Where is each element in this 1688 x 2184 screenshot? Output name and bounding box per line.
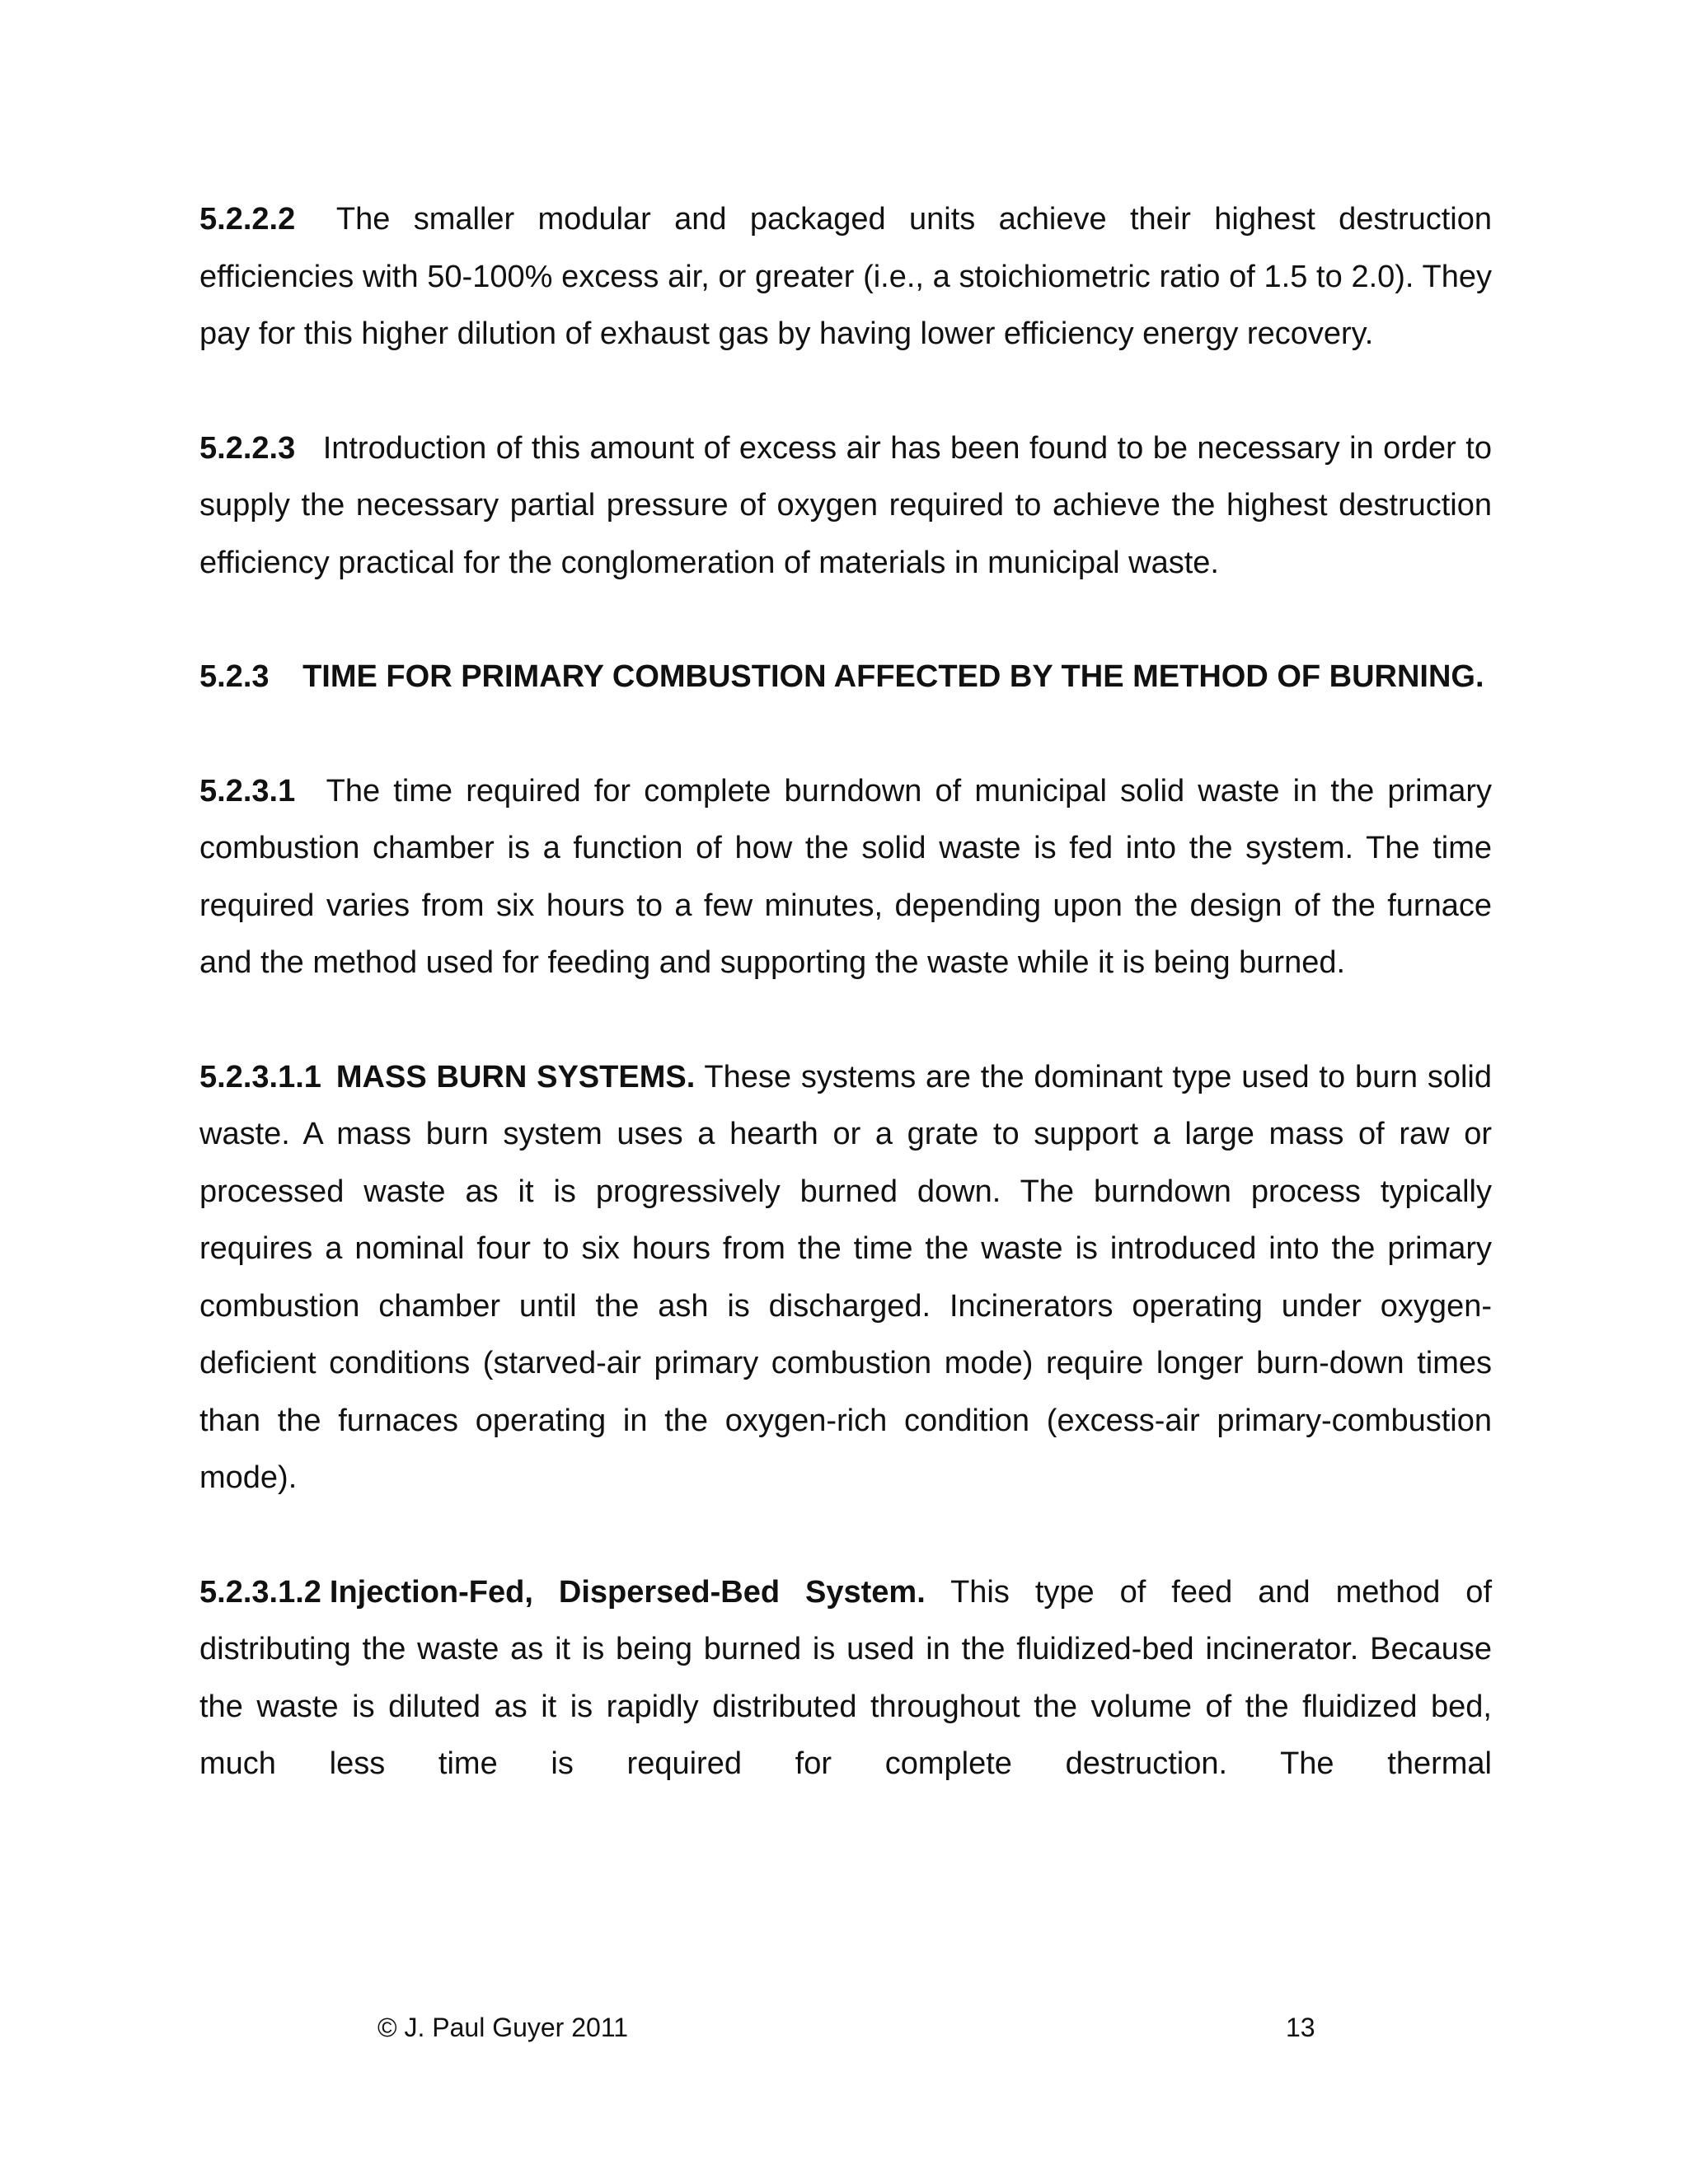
paragraph-text: These systems are the dominant type used to burn solid waste. A mass burn system uses a hearth or a grate to support a large mass of raw or processed waste as it is progressively burned down. The burndown process typically requires a nominal four to six hours from the time the waste is introduced into the primary combustion chamber until the ash is discharged. Incinerators operating under oxygen-deficient conditions (starved-air primary combustion mode) require longer burn-down times than the furnaces operating in the oxygen-rich condition (excess-air primary-combustion mode).	[199, 1059, 1492, 1495]
section-number: 5.2.3	[199, 659, 270, 694]
section-number: 5.2.3.1.2	[199, 1574, 321, 1610]
paragraph-5-2-2-3	[199, 420, 1492, 593]
section-number: 5.2.3.1.1	[199, 1059, 321, 1094]
paragraph-text: The time required for complete burndown of municipal solid waste in the primary combustion chamber is a function of how the solid waste is fed into the system. The time required varies from six hours to a few minutes, depending upon the design of the furnace and the method used for feeding and supporting the waste while it is being burned.	[199, 773, 1493, 980]
paragraph-text: This type of feed and method of distributing the waste as it is being burned is used in the fluidized-bed incinerator. Because the waste is diluted as it is rapidly distributed throughout the volume of the fluidized bed, much less time is required for complete destruction. The thermal	[199, 1574, 1492, 1781]
paragraph-text: The smaller modular and packaged units achieve their highest destruction efficiencies with 50-100% excess air, or greater (i.e., a stoichiometric ratio of 1.5 to 2.0). They pay for this higher dilution of exhaust gas by having lower efficiency energy recovery.	[199, 202, 1492, 351]
section-heading-text: TIME FOR PRIMARY COMBUSTION AFFECTED BY THE METHOD OF BURNING.	[302, 659, 1484, 694]
document-body	[199, 191, 1492, 1793]
section-number: 5.2.3.1	[199, 773, 296, 808]
paragraph-title: MASS BURN SYSTEMS.	[335, 1059, 696, 1094]
section-number: 5.2.2.3	[199, 430, 296, 466]
paragraph-title: Injection-Fed, Dispersed-Bed System.	[329, 1574, 926, 1610]
paragraph-text: Introduction of this amount of excess air has been found to be necessary in order to supply the necessary partial pressure of oxygen required to achieve the highest destruction efficiency practical for the conglomeration of materials in municipal waste.	[199, 430, 1492, 580]
page-number: 13	[1286, 2013, 1315, 2042]
paragraph-5-2-3-1-1	[199, 1049, 1492, 1507]
section-number: 5.2.2.2	[199, 202, 296, 237]
paragraph-5-2-3-1	[199, 763, 1492, 992]
section-heading-5-2-3	[199, 649, 1492, 706]
paragraph-5-2-2-2	[199, 191, 1492, 363]
copyright-notice: © J. Paul Guyer 2011	[377, 2013, 629, 2042]
paragraph-5-2-3-1-2	[199, 1564, 1492, 1793]
